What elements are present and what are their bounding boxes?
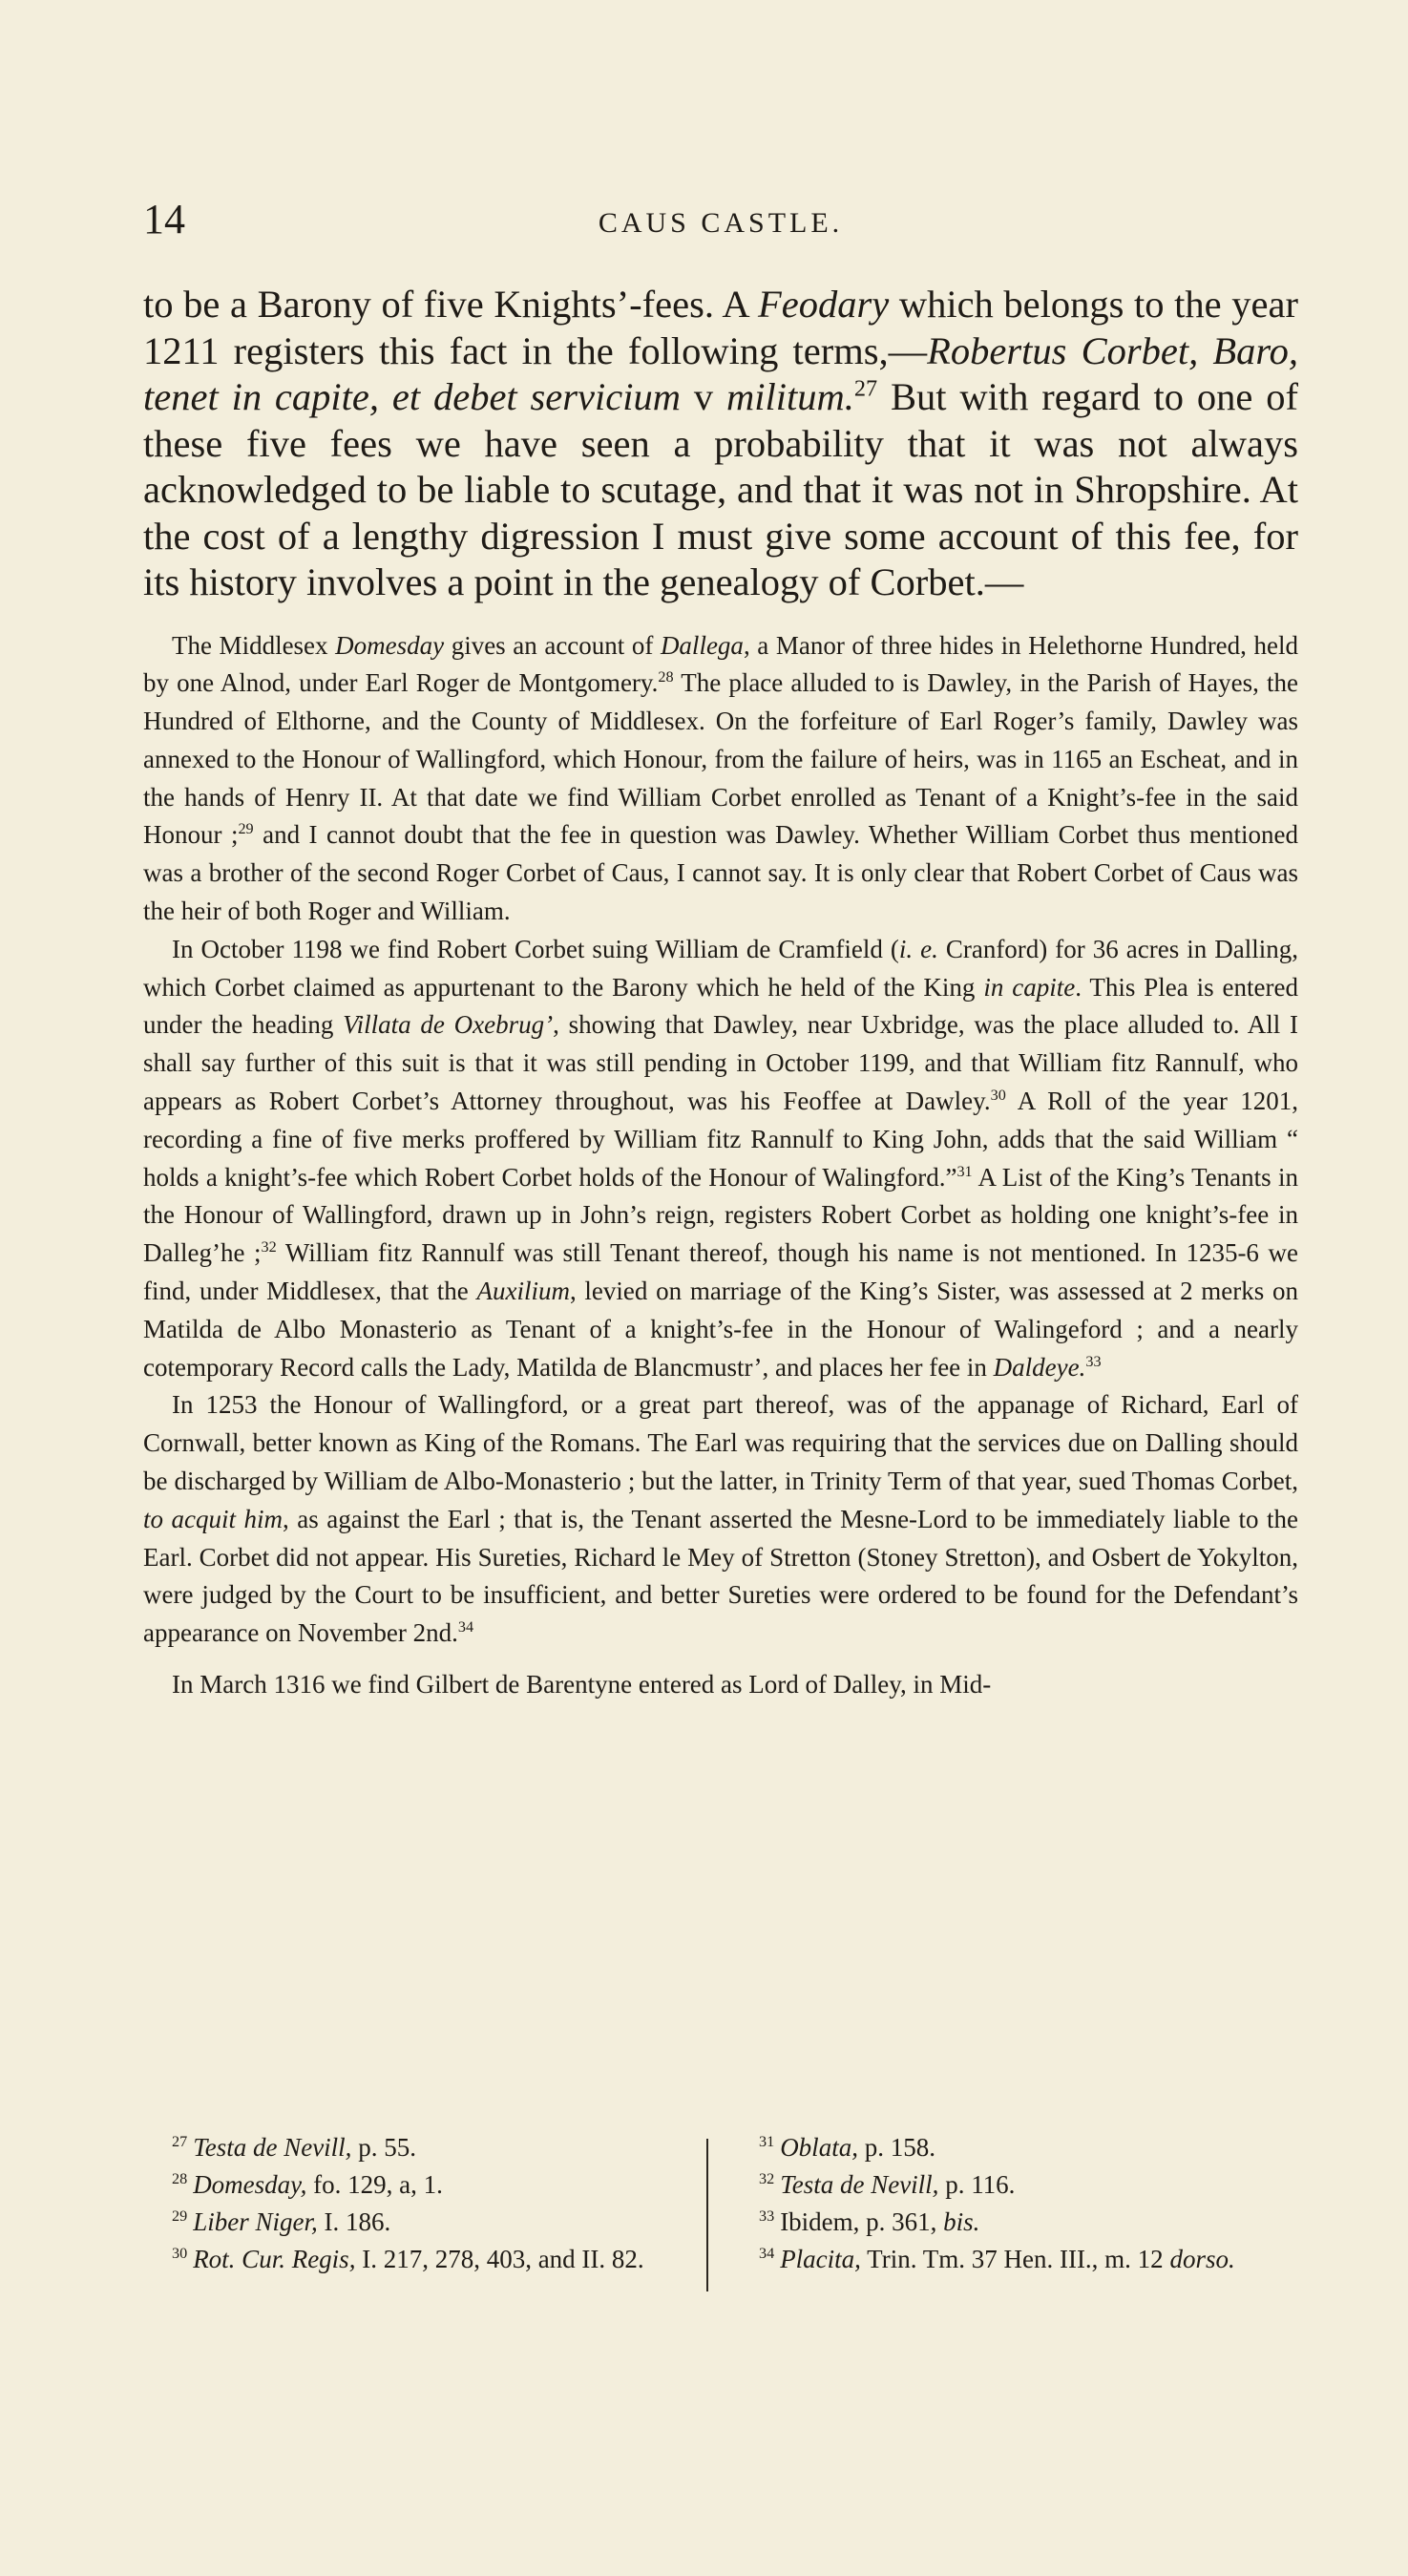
paragraph-1316: In March 1316 we find Gilbert de Barentyne entered as Lord of Dalley, in Mid-	[172, 1670, 992, 1700]
running-title: CAUS CASTLE.	[598, 207, 844, 239]
footnote-ref: 31	[956, 1162, 973, 1180]
footnote-27: $^{27}$ Testa de Nevill, p. 55.	[172, 2133, 416, 2162]
footnote-ref: 27	[853, 375, 878, 402]
footnote-29: $^{29}$ Liber Niger, I. 186.	[172, 2207, 391, 2236]
paragraph-dallega: The Middlesex Domesday gives an account of Dallega, a Manor of three hides in Helethorne Hundred, held by one Alnod, under Earl Roger de Montgomery.$^{28}$ The place alluded to is Dawley, in the Parish of Hayes, the Hundred of Elthorne, and the County of Middlesex. On the forfeiture of Earl Roger’s family, Dawley was annexed to the Honour of Wallingford, which Honour, from the failure of heirs, was in 1165 an Escheat, and in the hands of Henry II. At that date we find William Corbet enrolled as Tenant of a Knight’s-fee in the said Honour ;$^{29}$ and I cannot doubt that the fee in question was Dawley. Whether William Corbet thus mentioned was a brother of the second Roger Corbet of Caus, I cannot say. It is only clear that Robert Corbet of Caus was the heir of both Roger and William.	[143, 630, 1299, 926]
large-paragraph: to be a Barony of five Knights’-fees. A Feodary which belongs to the year 1211 registers this fact in the following terms,—Robertus Corbet, Baro, tenet in capite, et debet servicium v militum.$^{27}$ But with regard to one of these five fees we have seen a probability that it was not always acknowledged to be liable to scutage, and that it was not in Shropshire. At the cost of a lengthy digression I must give some account of this fee, for its history involves a point in the genealogy of Corbet.—	[143, 283, 1298, 603]
page-header	[143, 191, 1298, 248]
footnote-ref: 29	[238, 820, 254, 838]
footnotes-left-column	[143, 2129, 697, 2278]
footnote-32: $^{32}$ Testa de Nevill, p. 116.	[759, 2170, 1016, 2199]
footnote-30: $^{30}$ Rot. Cur. Regis, I. 217, 278, 403, and II. 82.	[172, 2245, 644, 2273]
footnote-ref: 32	[261, 1238, 277, 1256]
footnote-ref: 33	[1085, 1352, 1102, 1370]
footnote-ref: 30	[990, 1087, 1006, 1105]
footnote-34: $^{34}$ Placita, Trin. Tm. 37 Hen. III., m. 12 dorso.	[759, 2245, 1235, 2273]
footnote-33: $^{33}$ Ibidem, p. 361, bis.	[759, 2207, 980, 2236]
footnote-ref: 34	[457, 1618, 474, 1636]
footnotes-right-column	[730, 2129, 1293, 2278]
footnote-28: $^{28}$ Domesday, fo. 129, a, 1.	[172, 2170, 443, 2199]
footnote-31: $^{31}$ Oblata, p. 158.	[759, 2133, 935, 2162]
paragraph-1198: In October 1198 we find Robert Corbet suing William de Cramfield (i. e. Cranford) for 36 acres in Dalling, which Corbet claimed as appurtenant to the Barony which he held of the King in capite. This Plea is entered under the heading Villata de Oxebrug’, showing that Dawley, near Uxbridge, was the place alluded to. All I shall say further of this suit is that it was still pending in October 1199, and that William fitz Rannulf, who appears as Robert Corbet’s Attorney throughout, was his Feoffee at Dawley.$^{30}$ A Roll of the year 1201, recording a fine of five merks proffered by William fitz Rannulf to King John, adds that the said William “ holds a knight’s-fee which Robert Corbet holds of the Honour of Walingford.”$^{31}$ A List of the King’s Tenants in the Honour of Wallingford, drawn up in John’s reign, registers Robert Corbet as holding one knight’s-fee in Dalleg’he ;$^{32}$ William fitz Rannulf was still Tenant thereof, though his name is not mentioned. In 1235-6 we find, under Middlesex, that the Auxilium, levied on marriage of the King’s Sister, was assessed at 2 merks on Matilda de Albo Monasterio as Tenant of a knight’s-fee in the Honour of Walingeford ; and a nearly cotemporary Record calls the Lady, Matilda de Blancmustr’, and places her fee in Daldeye.$^{33}$	[143, 934, 1299, 1382]
footnote-divider	[706, 2139, 708, 2291]
footnote-ref: 28	[658, 668, 674, 686]
page-number: 14	[143, 196, 185, 243]
body-text	[143, 282, 1298, 1704]
footnotes	[143, 2129, 1298, 2301]
paragraph-1253: In 1253 the Honour of Wallingford, or a great part thereof, was of the appanage of Richard, Earl of Cornwall, better known as King of the Romans. The Earl was requiring that the services due on Dalling should be discharged by William de Albo-Monasterio ; but the latter, in Trinity Term of that year, sued Thomas Corbet, to acquit him, as against the Earl ; that is, the Tenant asserted the Mesne-Lord to be immediately liable to the Earl. Corbet did not appear. His Sureties, Richard le Mey of Stretton (Stoney Stretton), and Osbert de Yokylton, were judged by the Court to be insufficient, and better Sureties were ordered to be found for the Defendant’s appearance on November 2nd.$^{34}$	[143, 1390, 1298, 1648]
